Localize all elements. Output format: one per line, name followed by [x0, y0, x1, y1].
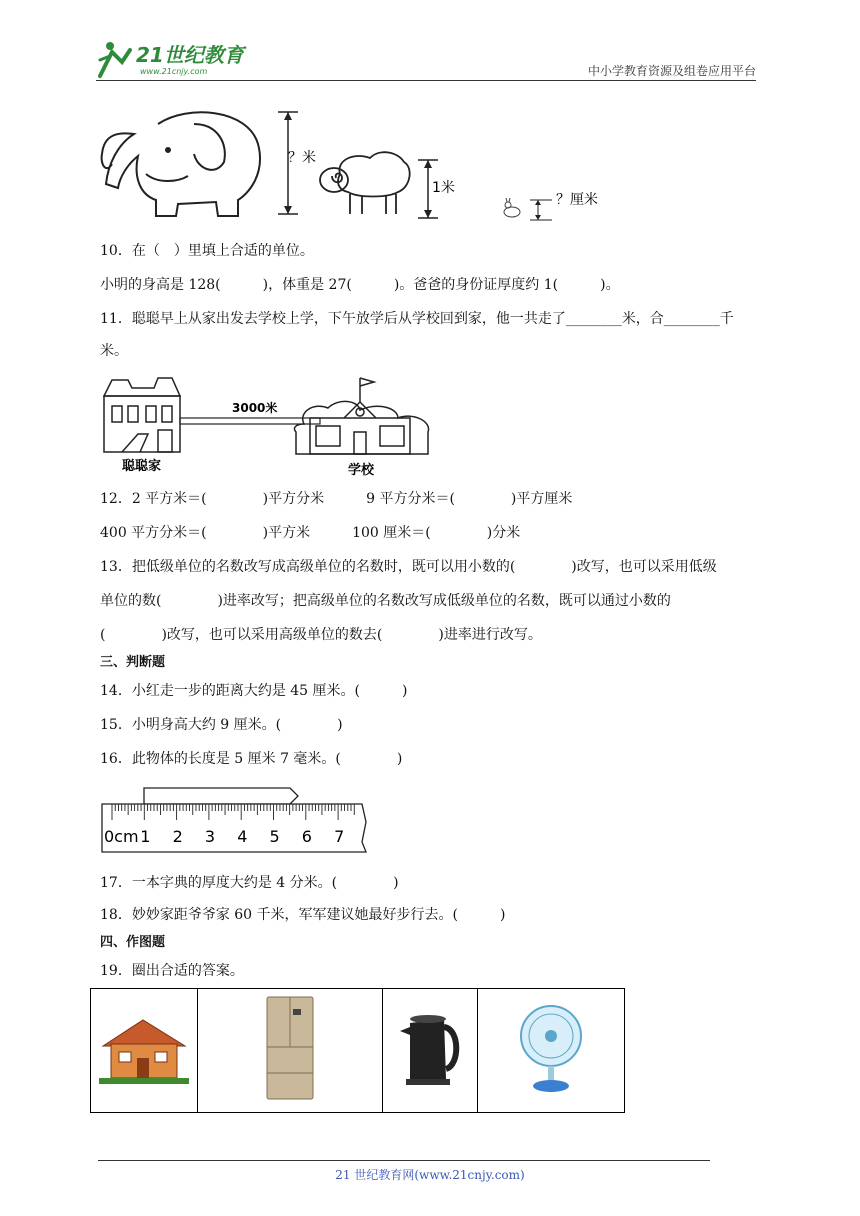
header-divider — [96, 80, 756, 81]
elephant-image — [102, 112, 260, 216]
measured-object — [144, 788, 298, 804]
ruler-label: 3 — [204, 827, 216, 846]
ruler-label: 5 — [269, 827, 280, 846]
footer-divider — [98, 1160, 710, 1161]
logo-url: www.21cnjy.com — [140, 67, 208, 76]
q13-line1: 13．把低级单位的名数改写成高级单位的名数时，既可以用小数的( )改写，也可以采用低级 — [100, 559, 717, 575]
site-logo — [96, 36, 256, 80]
ruler-label: 7 — [334, 827, 345, 846]
house-cell[interactable] — [91, 989, 198, 1113]
ruler-figure — [100, 784, 370, 854]
desk-fan-image — [516, 1002, 586, 1096]
rabbit-height-label: ？厘米 — [556, 192, 598, 208]
ruler-label: 2 — [172, 827, 183, 846]
q12-line2: 400 平方分米＝( )平方米 100 厘米＝( )分米 — [100, 525, 521, 541]
platform-name: 中小学教育资源及组卷应用平台 — [587, 64, 756, 78]
q18-text: 18．妙妙家距爷爷家 60 千米，军军建议她最好步行去。( ) — [100, 907, 506, 923]
ruler-label: 1 — [140, 827, 151, 846]
rabbit-image — [504, 198, 520, 217]
q10-stem: 10．在（ ）里填上合适的单位。 — [100, 243, 314, 259]
elephant-height-label: ？米 — [288, 150, 316, 166]
q11-line2: 米。 — [100, 343, 128, 359]
q16-text: 16．此物体的长度是 5 厘米 7 毫米。( ) — [100, 751, 403, 767]
kettle-image — [398, 1009, 462, 1089]
q19-text: 19．圈出合适的答案。 — [100, 963, 244, 979]
q14-text: 14．小红走一步的距离大约是 45 厘米。( ) — [100, 683, 408, 699]
route-figure — [98, 372, 438, 480]
house-image — [99, 1014, 189, 1084]
ruler-label: 4 — [237, 827, 248, 846]
section-3-title: 三、判断题 — [100, 655, 166, 670]
q15-text: 15．小明身高大约 9 厘米。( ) — [100, 717, 343, 733]
logo-text: 21世纪教育 — [136, 43, 244, 67]
home-building-image — [104, 378, 180, 452]
kettle-cell[interactable] — [383, 989, 478, 1113]
school-label: 学校 — [348, 463, 375, 478]
desk-fan-cell[interactable] — [478, 989, 625, 1113]
q10-text: 小明的身高是 128( )，体重是 27( )。爸爸的身份证厚度约 1( )。 — [100, 277, 620, 293]
section-4-title: 四、作图题 — [100, 935, 166, 950]
q12-line1: 12．2 平方米＝( )平方分米 9 平方分米＝( )平方厘米 — [100, 491, 573, 507]
q11-line1: 11．聪聪早上从家出发去学校上学，下午放学后从学校回到家，他一共走了________米，合________千 — [100, 311, 734, 327]
refrigerator-cell[interactable] — [198, 989, 383, 1113]
q13-line3: ( )改写，也可以采用高级单位的数去( )进率进行改写。 — [100, 627, 542, 643]
sheep-image — [320, 152, 410, 214]
ruler-label: 6 — [301, 827, 312, 846]
animal-size-figure — [98, 104, 618, 226]
refrigerator-image — [265, 995, 315, 1103]
q17-text: 17．一本字典的厚度大约是 4 分米。( ) — [100, 875, 399, 891]
answer-choice-table — [90, 988, 625, 1113]
footer-text: 21 世纪教育网(www.21cnjy.com) — [335, 1168, 525, 1182]
q13-line2: 单位的数( )进率改写；把高级单位的名数改写成低级单位的名数，既可以通过小数的 — [100, 593, 671, 609]
route-distance-label: 3000米 — [232, 401, 278, 415]
ruler-label: 0cm — [104, 827, 139, 846]
sheep-height-label: 1米 — [432, 180, 455, 196]
home-label: 聪聪家 — [122, 459, 162, 474]
school-building-image — [294, 378, 428, 454]
